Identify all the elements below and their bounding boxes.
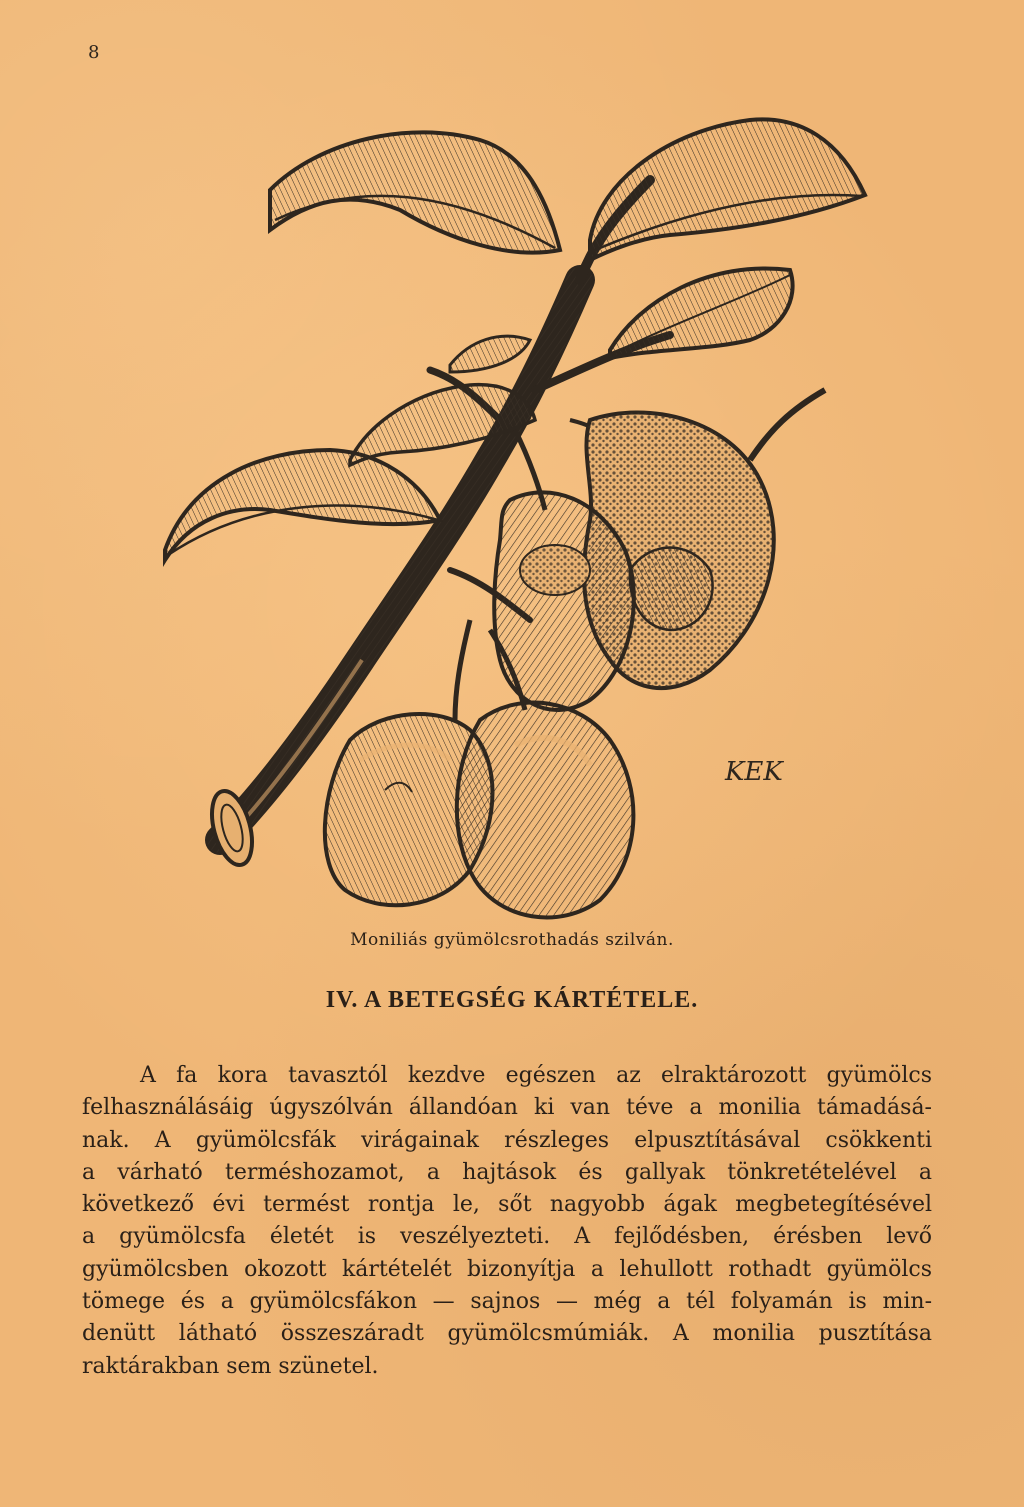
text-line: tömege és a gyümölcsfákon — sajnos — még a tél folyamán is min- — [82, 1289, 932, 1315]
text-line: gyümölcsben okozott kártételét bizonyítja a lehullott rothadt gyümölcs — [82, 1256, 932, 1282]
plum-branch-illustration — [150, 100, 880, 920]
figure-caption: Moniliás gyümölcsrothadás szilván. — [350, 930, 674, 950]
text-line: nak. A gyümölcsfák virágainak részleges elpusztításával csökkenti — [82, 1127, 932, 1153]
body-paragraph — [82, 1060, 932, 1383]
text-line: felhasználásáig úgyszólván állandóan ki van téve a monilia támadásá- — [82, 1095, 932, 1121]
text-line: következő évi termést rontja le, sőt nagyobb ágak megbetegítésével — [82, 1192, 932, 1218]
text-line: raktárakban sem szünetel. — [82, 1353, 379, 1379]
section-title: IV. A BETEGSÉG KÁRTÉTELE. — [325, 987, 699, 1013]
text-line: denütt látható összeszáradt gyümölcsmúmiák. A monilia pusztítása — [82, 1321, 932, 1347]
plum-lower-right — [457, 703, 634, 918]
text-line: a gyümölcsfa életét is veszélyezteti. A fejlődésben, érésben levő — [82, 1224, 932, 1250]
artist-signature: KEK — [725, 757, 783, 787]
page-number: 8 — [88, 42, 100, 63]
text-line: a várható terméshozamot, a hajtások és gallyak tönkretételével a — [82, 1159, 932, 1185]
text-line: A fa kora tavasztól kezdve egészen az elraktározott gyümölcs — [140, 1063, 932, 1088]
